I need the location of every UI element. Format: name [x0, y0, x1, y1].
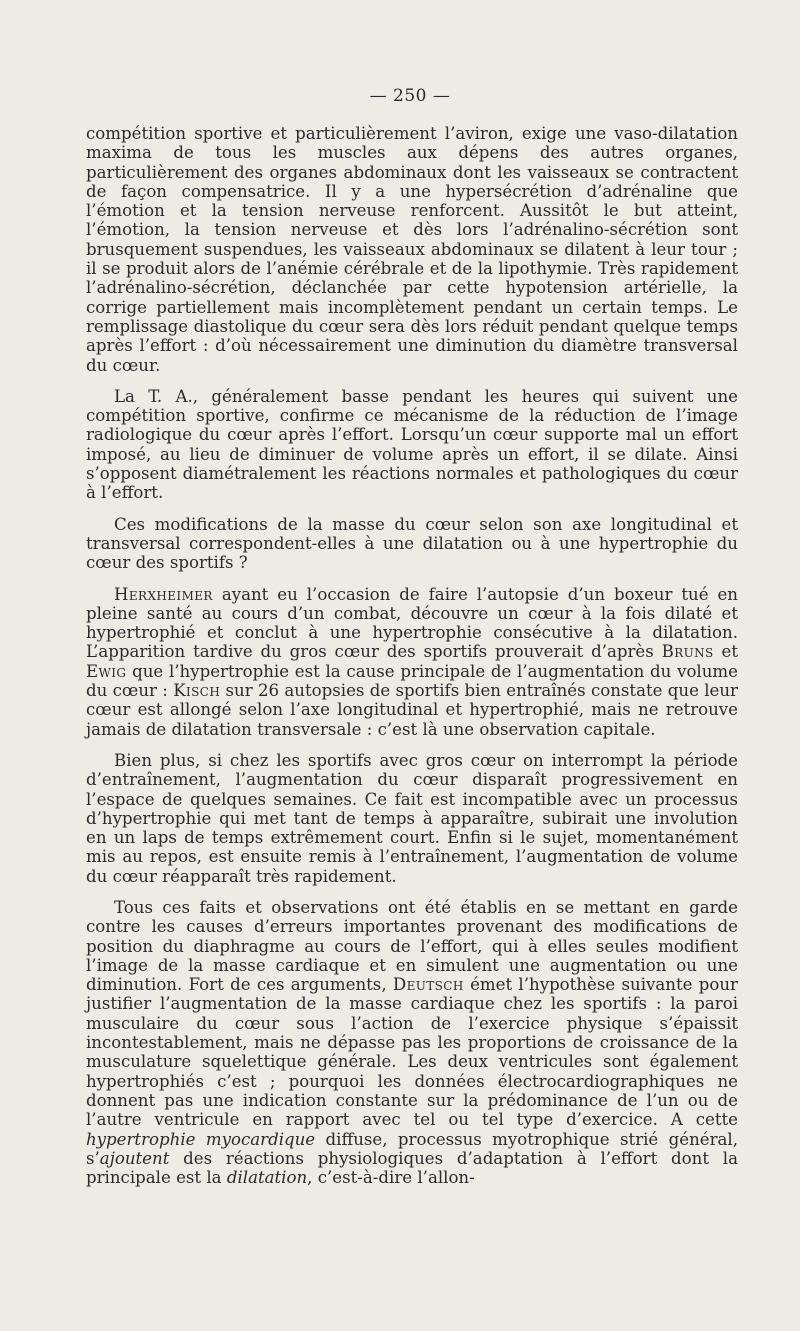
text-segment: , c’est-à-dire l’allon-	[307, 1168, 475, 1188]
text-segment: sur 26 autopsies de sportifs bien entraînés constate que leur cœur est allongé selon l’axe longitudinal et hypertrophié, mais ne retrouve jamais de dilatation transversale : c’est là une observation capitale.	[86, 681, 738, 739]
author-name: Bruns	[661, 642, 714, 662]
text-segment: et	[713, 642, 739, 662]
italic-term: hypertrophie myocardique	[86, 1129, 316, 1149]
author-name: Ewig	[86, 661, 127, 681]
text-segment: ayant eu l’occasion de faire l’autopsie d’un boxeur tué en pleine santé au cours d’un combat, découvre un cœur à la fois dilaté et hypertrophié et conclut à une hypertrophie consécutive à la dilatation. L’apparition tardive du gros cœur des sportifs prouverait d’après	[86, 584, 738, 662]
paragraph-4	[86, 585, 738, 739]
italic-term: dilatation	[226, 1168, 308, 1188]
text-segment: que l’hypertrophie est la cause principale de l’augmentation du volume du cœur :	[86, 661, 738, 701]
paragraph-3: Ces modifications de la masse du cœur selon son axe longitudinal et transversal correspondent-elles à une dilatation ou à une hypertrophie du cœur des sportifs ?	[86, 514, 738, 573]
paragraph-6	[86, 898, 738, 1187]
text-segment: des réactions physiologiques d’adaptation à l’effort dont la principale est la	[86, 1148, 738, 1188]
paragraph-2: La T. A., généralement basse pendant les heures qui suivent une compétition sportive, confirme ce mécanisme de la réduction de l’image radiologique du cœur après l’effort. Lorsqu’un cœur supporte mal un effort imposé, au lieu de diminuer de volume après un effort, il se dilate. Ainsi s’opposent diamétralement les réactions normales et pathologiques du cœur à l’effort.	[86, 386, 738, 503]
text-segment: diffuse, processus myotrophique strié général, s’	[86, 1129, 738, 1168]
paragraph-1: compétition sportive et particulièrement l’aviron, exige une vaso-dilatation maxima de tous les muscles aux dépens des autres organes, particulièrement des organes abdominaux dont les vaisseaux se contractent de façon compensatrice. Il y a une hypersécrétion d’adrénaline que l’émotion et la tension nerveuse renforcent. Aussitôt le but atteint, l’émotion, la tension nerveuse et dès lors l’adrénalino-sécrétion sont brusquement suspendues, les vaisseaux abdominaux se dilatent à leur tour ; il se produit alors de l’anémie cérébrale et de la lipothymie. Très rapidement l’adrénalino-sécrétion, déclanchée par cette hypotension artérielle, la corrige partiellement mais incomplètement pendant un certain temps. Le remplissage diastolique du cœur sera dès lors réduit pendant quelque temps après l’effort : d’où nécessairement une diminution du diamètre transversal du cœur.	[86, 124, 738, 375]
author-name: Deutsch	[392, 975, 464, 995]
author-name: Herxheimer	[114, 584, 213, 604]
paragraph-5: Bien plus, si chez les sportifs avec gros cœur on interrompt la période d’entraînement, l’augmentation du cœur disparaît progressivement en l’espace de quelques semaines. Ce fait est incompatible avec un processus d’hypertrophie qui met tant de temps à apparaître, subirait une involution en un laps de temps extrêmement court. Enfin si le sujet, momentanément mis au repos, est ensuite remis à l’entraînement, l’augmentation de volume du cœur réapparaît très rapidement.	[86, 750, 738, 886]
italic-term: ajoutent	[99, 1148, 170, 1168]
body-text	[86, 124, 738, 1187]
text-segment: Tous ces faits et observations ont été établis en se mettant en garde contre les causes d’erreurs importantes provenant des modifications de position du diaphragme au cours de l’effort, qui à elles seules modifient l’image de la masse cardiaque et en simulent une augmentation ou une diminution. Fort de ces arguments,	[86, 897, 738, 995]
author-name: Kisch	[173, 681, 221, 701]
page-number: — 250 —	[369, 86, 451, 106]
text-segment: émet l’hypothèse suivante pour justifier l’augmentation de la masse cardiaque chez les sportifs : la paroi musculaire du cœur sous l’action de l’exercice physique s’épaissit incontestablement, mais ne dépasse pas les proportions de croissance de la musculature squelettique générale. Les deux ventricules sont également hypertrophiés c’est ; pourquoi les données électrocardiographiques ne donnent pas une indication constante sur la prédominance de l’un ou de l’autre ventricule en rapport avec tel ou tel type d’exercice. A cette	[86, 975, 738, 1130]
